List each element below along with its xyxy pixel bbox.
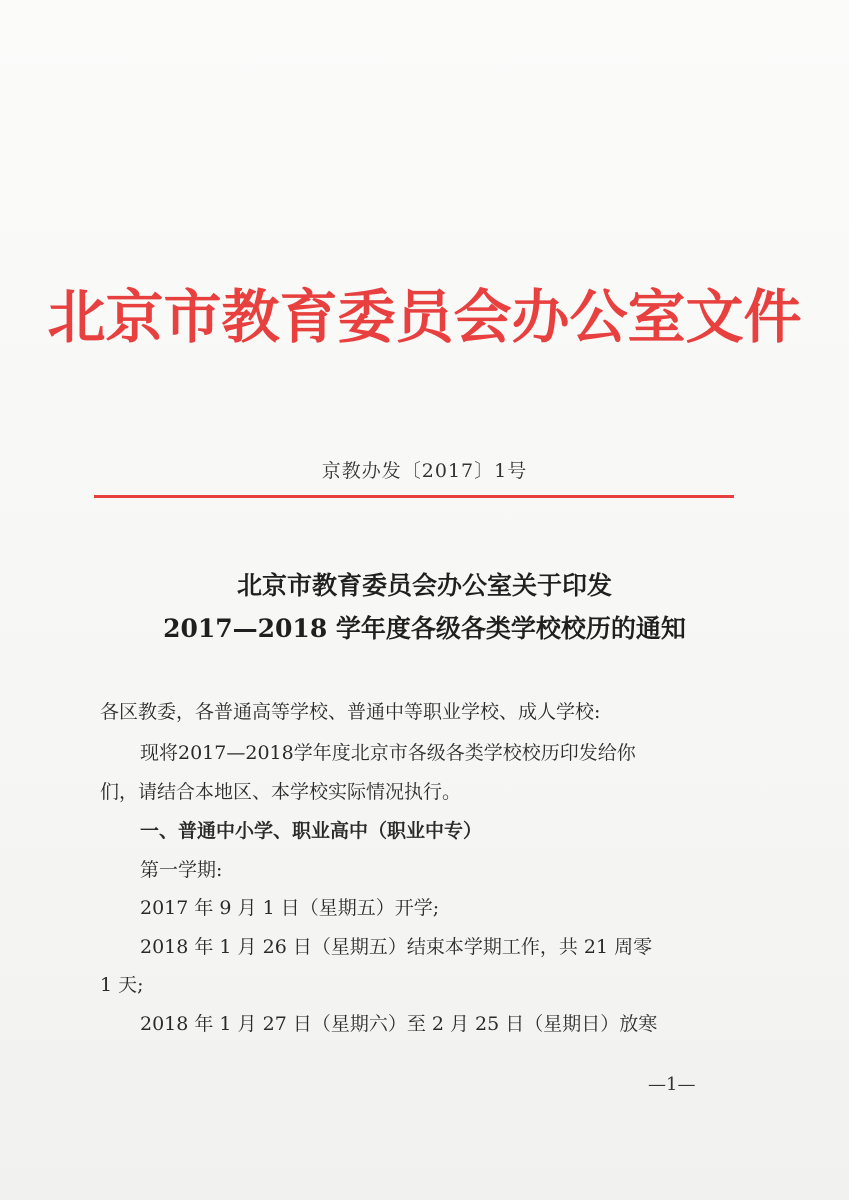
document-number: 京教办发〔2017〕1号 <box>321 460 528 482</box>
schedule-item-2-line-1: 2018 年 1 月 26 日（星期五）结束本学期工作，共 21 周零 <box>140 936 653 958</box>
org-header-title: 北京市教育委员会办公室文件 <box>47 283 802 351</box>
section-1-heading: 一、普通中小学、职业高中（职业中专） <box>140 820 483 842</box>
schedule-item-3: 2018 年 1 月 27 日（星期六）至 2 月 25 日（星期日）放寒 <box>140 1013 658 1035</box>
notice-title-line-2: 2017—2018 学年度各级各类学校校历的通知 <box>163 614 686 643</box>
recipients-line: 各区教委，各普通高等学校、普通中等职业学校、成人学校: <box>100 701 601 723</box>
paragraph-1-line-2: 们，请结合本地区、本学校实际情况执行。 <box>100 781 462 803</box>
semester-1-label: 第一学期: <box>140 859 223 881</box>
page-number: —1— <box>648 1074 696 1095</box>
paragraph-1-line-1: 现将2017—2018学年度北京市各级各类学校校历印发给你 <box>140 742 636 764</box>
red-divider-rule <box>94 495 734 498</box>
notice-title-line-1: 北京市教育委员会办公室关于印发 <box>236 571 612 600</box>
schedule-item-2-line-2: 1 天; <box>100 974 144 996</box>
schedule-item-1: 2017 年 9 月 1 日（星期五）开学; <box>140 897 440 919</box>
